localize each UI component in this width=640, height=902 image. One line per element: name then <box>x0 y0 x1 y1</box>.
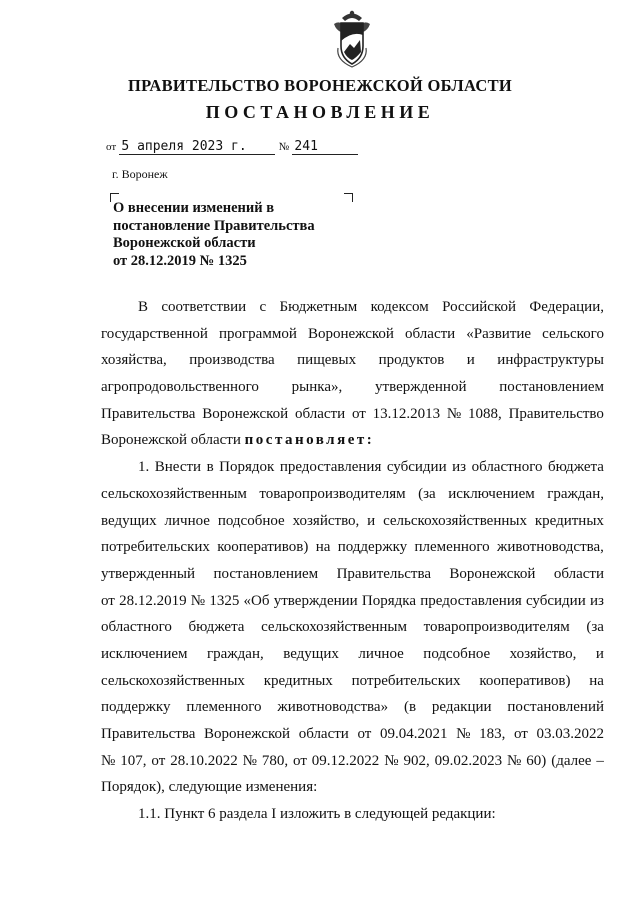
paragraph-line: Порядок), следующие изменения: <box>101 779 318 796</box>
paragraph-line <box>101 561 604 588</box>
word: Порядок <box>219 459 275 476</box>
word: животноводства» <box>277 699 389 716</box>
word: на <box>315 539 331 556</box>
paragraph-line <box>101 614 604 641</box>
word: (далее <box>551 752 592 769</box>
paragraph-line <box>101 347 604 374</box>
word: утвержденной <box>375 379 467 396</box>
word: пищевых <box>297 352 357 369</box>
word: 03.03.2022 <box>536 726 604 742</box>
subject-line: О внесении изменений в <box>113 200 275 216</box>
paragraph-line <box>101 694 604 721</box>
word: животноводства, <box>496 539 604 556</box>
word: 28.10.2022 <box>170 752 238 769</box>
paragraph-line <box>101 508 604 535</box>
word: сельскохозяйственным <box>261 619 407 636</box>
word: исключением <box>101 645 188 662</box>
word: Правительства <box>101 726 196 742</box>
word: от <box>101 592 115 609</box>
word: племенного <box>186 699 262 716</box>
word: № <box>456 726 471 742</box>
word: 107, <box>120 752 147 769</box>
word: личное <box>358 645 404 662</box>
paragraph-line <box>101 481 604 508</box>
word: области <box>298 726 349 742</box>
paragraph-line <box>101 641 604 668</box>
document-type: ПОСТАНОВЛЕНИЕ <box>205 102 435 122</box>
word: 780, <box>261 752 289 769</box>
word: (за <box>586 619 604 636</box>
word: субсидии <box>386 459 447 476</box>
word: Порядка <box>361 592 416 609</box>
word: 902, <box>403 752 430 769</box>
word: от <box>293 752 307 769</box>
word: 183, <box>479 726 506 742</box>
word: предоставления <box>279 459 382 476</box>
word: из <box>452 459 467 476</box>
word: сельскохозяйственных <box>383 512 527 529</box>
word: товаропроизводителям <box>423 619 570 636</box>
word: поддержку <box>337 539 408 556</box>
resolving-verb: постановляет: <box>244 432 375 449</box>
subject-line: Воронежской области <box>113 235 256 251</box>
word: сельского <box>542 325 604 342</box>
word: 09.12.2022 <box>311 752 380 769</box>
word: рынка», <box>291 379 343 396</box>
word: (в <box>403 699 417 716</box>
word: Федерации, <box>529 299 604 315</box>
word: агропродовольственного <box>101 379 259 396</box>
word: потребительских <box>101 539 210 556</box>
word: личное <box>164 512 210 529</box>
word: кодексом <box>370 299 429 315</box>
paragraph-line <box>101 588 604 615</box>
word: и <box>367 512 376 529</box>
paragraph-item-1-1: 1.1. Пункт 6 раздела I изложить в следующей редакции: <box>138 806 496 823</box>
word: и <box>595 645 604 662</box>
paragraph-line <box>101 721 604 748</box>
word: инфраструктуры <box>497 352 604 369</box>
word: бюджета <box>547 459 604 476</box>
word: с <box>259 299 267 315</box>
word: товаропроизводителям <box>259 485 406 502</box>
word: бюджета <box>188 619 245 636</box>
word: постановлением <box>499 379 604 396</box>
word: Внести <box>154 459 202 476</box>
word: 1088, <box>468 405 502 422</box>
paragraph-preamble <box>101 294 604 427</box>
word: утвержденный <box>101 565 196 582</box>
paragraph-line <box>101 321 604 348</box>
paragraph-line <box>101 401 604 428</box>
word: № <box>446 405 462 422</box>
word: программой <box>219 325 297 342</box>
word: 1. <box>138 459 150 476</box>
word: 1325 <box>209 592 240 609</box>
word: области <box>553 565 604 582</box>
word: – <box>596 752 604 769</box>
word: № <box>190 592 206 609</box>
word: Воронежской <box>202 405 289 422</box>
word: области <box>405 325 456 342</box>
word: потребительских <box>351 672 461 689</box>
word: 09.04.2021 <box>379 726 448 742</box>
word: (за <box>418 485 436 502</box>
word: граждан, <box>206 645 264 662</box>
word: Воронежской <box>307 325 394 342</box>
word: племенного <box>414 539 490 556</box>
date-from-label: от <box>106 141 117 153</box>
word: предоставления <box>420 592 522 609</box>
word: хозяйство, <box>292 512 360 529</box>
voronezh-coat-of-arms-icon <box>330 8 374 68</box>
text: Воронежской области <box>101 432 245 449</box>
word: кредитных <box>263 672 333 689</box>
word: № <box>384 752 399 769</box>
number-label: № <box>278 141 290 153</box>
word: хозяйства, <box>101 352 167 369</box>
word: Бюджетным <box>279 299 358 315</box>
paragraph-line <box>101 374 604 401</box>
word: кооперативов) <box>479 672 571 689</box>
word: подсобное <box>423 645 491 662</box>
word: сельскохозяйственных <box>101 672 245 689</box>
word: Воронежской <box>204 726 291 742</box>
word: области <box>295 405 346 422</box>
paragraph-line <box>101 534 604 561</box>
word: государственной <box>101 325 208 342</box>
word: Российской <box>442 299 517 315</box>
word: на <box>589 672 604 689</box>
word: от <box>151 752 166 769</box>
word: граждан, <box>547 485 604 502</box>
word: 60) <box>526 752 547 769</box>
word: от <box>513 726 528 742</box>
organization-title: ПРАВИТЕЛЬСТВО ВОРОНЕЖСКОЙ ОБЛАСТИ <box>127 76 513 95</box>
word: производства <box>189 352 275 369</box>
word: кредитных <box>534 512 604 529</box>
subject-line: постановление Правительства <box>113 217 315 234</box>
word: Воронежской <box>449 565 536 582</box>
word: ведущих <box>283 645 339 662</box>
word: продуктов <box>378 352 445 369</box>
word: подсобное <box>217 512 285 529</box>
word: Правительства <box>101 405 196 422</box>
word: утверждении <box>273 592 358 609</box>
document-date: 5 апреля 2023 г. <box>119 139 275 155</box>
word: № <box>242 752 257 769</box>
paragraph-line <box>101 454 604 481</box>
word: ведущих <box>101 512 157 529</box>
word: Правительства <box>336 565 431 582</box>
document-number: 241 <box>292 139 358 155</box>
document-body <box>101 294 604 828</box>
word: В <box>138 299 149 315</box>
word: 09.02.2023 <box>434 752 503 769</box>
word: соответствии <box>161 299 247 315</box>
word: в <box>206 459 214 476</box>
word: областного <box>471 459 543 476</box>
paragraph-line <box>101 294 604 321</box>
subject-line: от 28.12.2019 № 1325 <box>113 252 247 269</box>
word: 13.12.2013 <box>372 405 441 422</box>
word: «Развитие <box>466 325 532 342</box>
word: от <box>357 726 372 742</box>
word: «Об <box>243 592 270 609</box>
word: областного <box>101 619 172 636</box>
document-subject <box>113 200 353 270</box>
word: постановлением <box>213 565 319 582</box>
word: исключением <box>448 485 535 502</box>
word: постановлений <box>507 699 604 716</box>
city: г. Воронеж <box>112 167 168 181</box>
word: из <box>589 592 604 609</box>
paragraph-item-1 <box>101 454 604 774</box>
paragraph-line <box>101 748 604 775</box>
word: поддержку <box>101 699 171 716</box>
word: субсидии <box>525 592 586 609</box>
word: кооперативов) <box>217 539 309 556</box>
word: Правительство <box>508 405 604 422</box>
word: хозяйство, <box>509 645 577 662</box>
word: и <box>466 352 475 369</box>
paragraph-line <box>101 668 604 695</box>
word: редакции <box>431 699 492 716</box>
paragraph-line <box>101 427 604 454</box>
word: 28.12.2019 <box>119 592 187 609</box>
word: сельскохозяйственным <box>101 485 247 502</box>
word: от <box>351 405 366 422</box>
date-number-line <box>106 138 358 155</box>
word: № <box>101 752 116 769</box>
word: № <box>507 752 522 769</box>
